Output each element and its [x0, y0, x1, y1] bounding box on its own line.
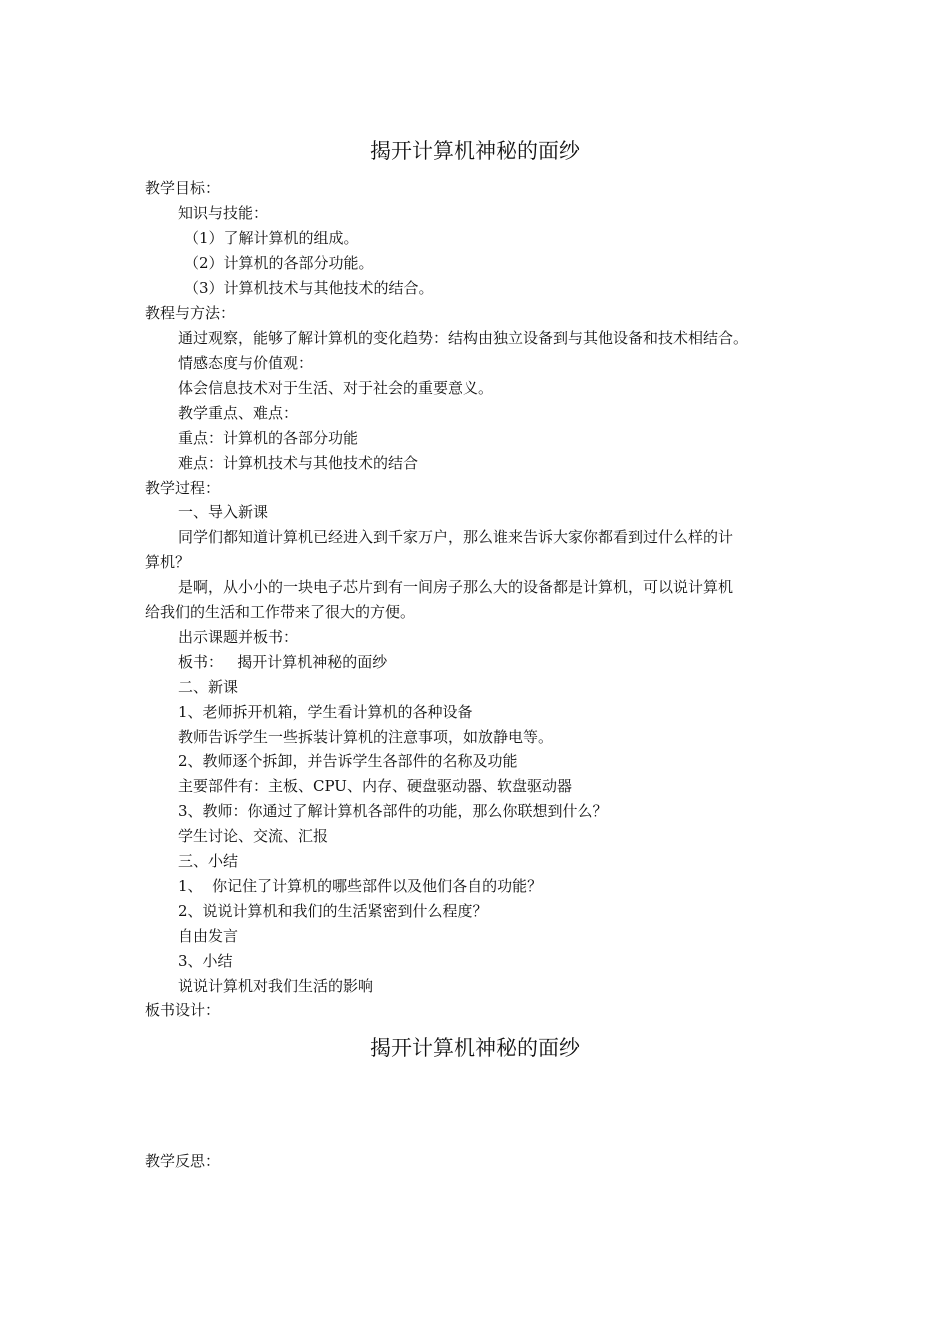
subheading: 三、小结: [178, 852, 239, 870]
paragraph-line: 是啊，从小小的一块电子芯片到有一间房子那么大的设备都是计算机，可以说计算机: [178, 578, 734, 596]
paragraph-line: 体会信息技术对于生活、对于社会的重要意义。: [178, 379, 494, 397]
subheading: 情感态度与价值观：: [178, 354, 314, 372]
section-heading: 教学过程：: [145, 479, 221, 497]
section-heading: 板书设计：: [145, 1001, 221, 1019]
paragraph-line: 主要部件有：主板、CPU、内存、硬盘驱动器、软盘驱动器: [178, 777, 572, 795]
paragraph-line: 3、教师：你通过了解计算机各部件的功能，那么你联想到什么？: [178, 802, 608, 820]
board-title: 揭开计算机神秘的面纱: [370, 1036, 580, 1060]
paragraph-line: 1、老师拆开机箱，学生看计算机的各种设备: [178, 703, 473, 721]
paragraph-line: 2、说说计算机和我们的生活紧密到什么程度？: [178, 902, 488, 920]
paragraph-line: 板书： 揭开计算机神秘的面纱: [178, 653, 388, 671]
paragraph-line: 同学们都知道计算机已经进入到千家万户，那么谁来告诉大家你都看到过什么样的计: [178, 528, 734, 546]
paragraph-line: 通过观察，能够了解计算机的变化趋势：结构由独立设备到与其他设备和技术相结合。: [178, 329, 749, 347]
paragraph-line: 重点：计算机的各部分功能: [178, 429, 359, 447]
paragraph-line: 给我们的生活和工作带来了很大的方便。: [145, 603, 416, 621]
paragraph-line: 3、小结: [178, 952, 233, 970]
paragraph-line: 难点：计算机技术与其他技术的结合: [178, 454, 419, 472]
list-item: （2）计算机的各部分功能。: [184, 254, 374, 272]
section-heading: 教学目标：: [145, 179, 221, 197]
subheading: 知识与技能：: [178, 204, 269, 222]
paragraph-line: 教师告诉学生一些拆装计算机的注意事项，如放静电等。: [178, 728, 554, 746]
paragraph-line: 算机？: [145, 553, 191, 571]
section-heading: 教学反思：: [145, 1152, 221, 1170]
paragraph-line: 学生讨论、交流、汇报: [178, 827, 329, 845]
list-item: （1）了解计算机的组成。: [184, 229, 359, 247]
section-heading: 教程与方法：: [145, 304, 236, 322]
paragraph-line: 2、教师逐个拆卸，并告诉学生各部件的名称及功能: [178, 752, 518, 770]
paragraph-line: 出示课题并板书：: [178, 628, 299, 646]
paragraph-line: 1、 你记住了计算机的哪些部件以及他们各自的功能？: [178, 877, 543, 895]
paragraph-line: 自由发言: [178, 927, 239, 945]
list-item: （3）计算机技术与其他技术的结合。: [184, 279, 434, 297]
subheading: 教学重点、难点：: [178, 404, 299, 422]
subheading: 二、新课: [178, 678, 239, 696]
subheading: 一、导入新课: [178, 503, 269, 521]
document-title: 揭开计算机神秘的面纱: [370, 139, 580, 163]
paragraph-line: 说说计算机对我们生活的影响: [178, 977, 374, 995]
